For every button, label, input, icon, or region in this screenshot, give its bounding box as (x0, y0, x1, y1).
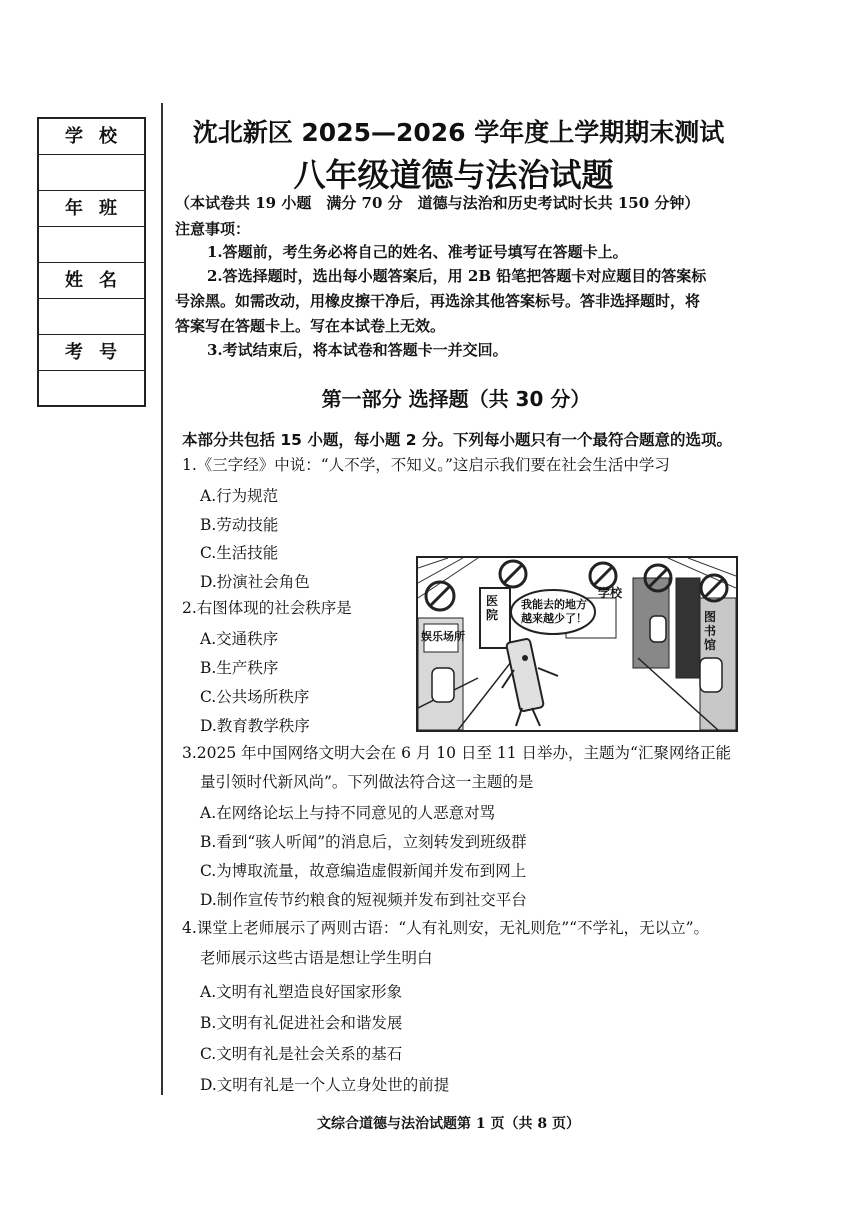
binding-line (161, 103, 163, 1095)
q2-option-a: A.交通秩序 (200, 630, 279, 648)
q2-option-d: D.教育教学秩序 (200, 717, 310, 735)
section-instruction: 本部分共包括 15 小题，每小题 2 分。下列每小题只有一个最符合题意的选项。 (182, 431, 732, 449)
sign-library: 图书馆 (704, 610, 717, 652)
label-class: 年班 (39, 191, 144, 227)
q4-option-d: D.文明有礼是一个人立身处世的前提 (200, 1076, 450, 1094)
note-2-cont2: 答案写在答题卡上。写在本试卷上无效。 (175, 317, 446, 335)
note-3: 3.考试结束后，将本试卷和答题卡一并交回。 (207, 341, 508, 359)
q1-option-a: A.行为规范 (200, 487, 279, 505)
speech-line-1: 我能去的地方 (521, 598, 587, 611)
cartoon-image (416, 556, 738, 732)
name-field[interactable] (39, 299, 144, 335)
note-2-cont: 号涂黑。如需改动，用橡皮擦干净后，再选涂其他答案标号。答非选择题时，将 (175, 292, 701, 310)
q3-option-a: A.在网络论坛上与持不同意见的人恶意对骂 (200, 804, 496, 822)
speech-bubble (514, 598, 594, 626)
exam-info: （本试卷共 19 小题 满分 70 分 道德与法治和历史考试时长共 150 分钟） (175, 194, 700, 212)
q3-option-d: D.制作宣传节约粮食的短视频并发布到社交平台 (200, 891, 527, 909)
question-3-stem-line-1: 3.2025 年中国网络文明大会在 6 月 10 日至 11 日举办，主题为“汇聚网络正能 (182, 744, 731, 762)
note-1: 1.答题前，考生务必将自己的姓名、准考证号填写在答题卡上。 (207, 243, 628, 261)
q3-option-c: C.为博取流量，故意编造虚假新闻并发布到网上 (200, 862, 527, 880)
sign-school: 学校 (598, 586, 623, 600)
q1-option-d: D.扮演社会角色 (200, 573, 310, 591)
speech-line-2: 越来越少了！ (521, 612, 587, 625)
q3-option-b: B.看到“骇人听闻”的消息后，立刻转发到班级群 (200, 833, 527, 851)
q1-option-b: B.劳动技能 (200, 516, 279, 534)
question-4-stem-line-2: 老师展示这些古语是想让学生明白 (200, 949, 433, 967)
cartoon-illustration (418, 558, 736, 730)
exam-title: 沈北新区 2025—2026 学年度上学期期末测试 (192, 118, 725, 147)
question-4-stem-line-1: 4.课堂上老师展示了两则古语：“人有礼则安，无礼则危”“不学礼，无以立”。 (182, 919, 709, 937)
q2-option-b: B.生产秩序 (200, 659, 279, 677)
question-1-stem: 1.《三字经》中说：“人不学，不知义。”这启示我们要在社会生活中学习 (182, 456, 670, 474)
notes-heading: 注意事项： (175, 220, 251, 238)
q1-option-c: C.生活技能 (200, 544, 279, 562)
class-field[interactable] (39, 227, 144, 263)
page-footer: 文综合道德与法治试题第 1 页（共 8 页） (317, 1116, 580, 1132)
sign-entertainment: 娱乐场所 (421, 630, 465, 643)
question-2-stem: 2.右图体现的社会秩序是 (182, 599, 352, 617)
q4-option-c: C.文明有礼是社会关系的基石 (200, 1045, 403, 1063)
label-name: 姓名 (39, 263, 144, 299)
exam-subject-title: 八年级道德与法治试题 (293, 156, 614, 194)
note-2: 2.答选择题时，选出每小题答案后，用 2B 铅笔把答题卡对应题目的答案标 (207, 267, 707, 285)
q4-option-b: B.文明有礼促进社会和谐发展 (200, 1014, 403, 1032)
sign-hospital: 医院 (486, 594, 499, 622)
q4-option-a: A.文明有礼塑造良好国家形象 (200, 983, 403, 1001)
section-title: 第一部分 选择题（共 30 分） (321, 387, 591, 411)
label-exam-number: 考号 (39, 335, 144, 371)
question-3-stem-line-2: 量引领时代新风尚”。下列做法符合这一主题的是 (200, 773, 534, 791)
label-school: 学校 (39, 119, 144, 155)
q2-option-c: C.公共场所秩序 (200, 688, 310, 706)
